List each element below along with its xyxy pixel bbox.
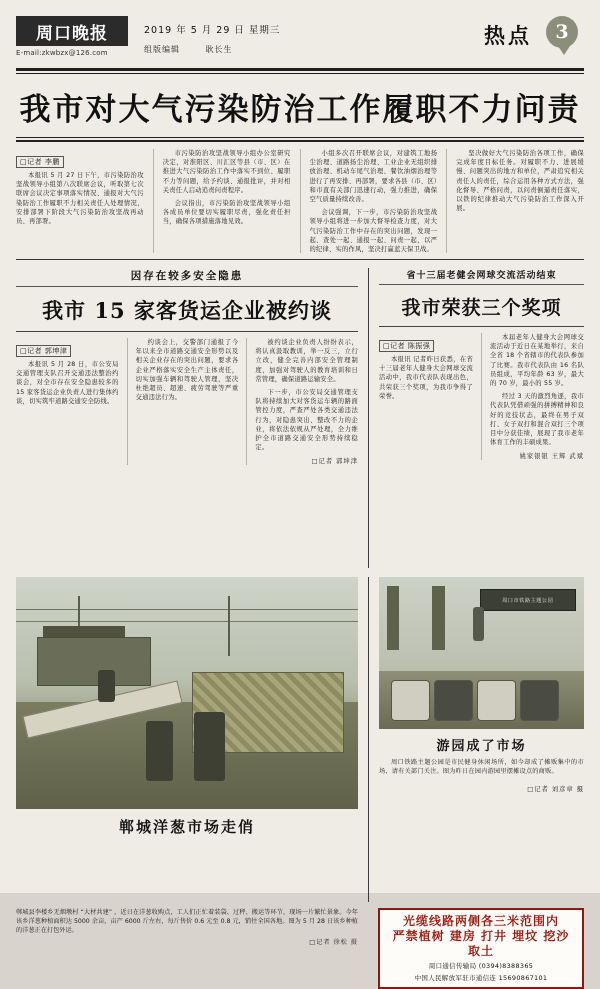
lead-paragraph: 会议指出，市污染防治攻坚战领导小组各成员单位要切实履职尽责，强化责任担当，确保各项措施落地见效。 [162,200,291,226]
photo-right-caption: 游园成了市场 [436,739,527,754]
story-left-text-3 [255,338,358,452]
story-paragraph: 本报讯 记者昨日获悉，在省十三届老年人健身大会网球交流活动中，我市代表队表现出色，共荣获三个奖项，为我市争得了荣誉。 [379,356,473,400]
story-decks [16,268,584,568]
column-separator [153,149,154,253]
story-left-text-1 [16,360,119,406]
photo-left-paragraph: 郸城县李楼乡无烟墩村 “大材共建” ，近日在洋葱收购点，工人们正忙着装袋、过秤、搬运等环节，现场一片繁忙景象。今年该乡洋葱种植面积达 5000 余亩，亩产 6000 斤左右，每斤售价 0.6 元至 0.8 元，销往全国各地。图为 5 月 28 日该乡种植的洋葱正在打包外运。 [16,909,358,934]
lead-headline: 我市对大气污染防治工作履职不力问责 [19,92,581,128]
story-left-column-2 [136,338,239,465]
masthead [16,14,584,66]
photo-worker-1 [146,721,173,781]
story-paragraph: 下一步，市公安局交通管理支队将持续加大对客货运车辆的路面管控力度，严查严处各类交通违法行为，对隐患突出、整改不力的企业，将依法依规从严处理，全力维护全市道路交通安全形势持续稳定。 [255,389,359,452]
story-paragraph: 经过 3 天的激烈角逐，我市代表队凭借顽强的拼搏精神和良好的竞技状态，最终在男子双打、女子双打和混合双打三个项目中分获佳绩，展现了我市老年体育工作的丰硕成果。 [490,393,584,447]
photo2-park-sign-text: 周口市铁路主题公园 [502,597,554,604]
section-title: 热点 [484,23,532,48]
credit-editor: 组版编辑 [144,45,180,54]
story-right-column-1 [379,333,473,460]
photo-right-paragraph: 周口铁路主题公园是市民健身休闲场所，如今却成了摊贩集中的市场，请有关部门关注。图为昨日在园内游园里摆摊设点的商贩。 [379,759,584,776]
story-left-text-2 [136,338,239,402]
lead-body [16,149,584,253]
story-right-text-1 [379,355,473,401]
lead-byline: □记者 李鹏 [16,156,64,168]
lead-rule-2 [16,140,584,142]
story-left-rule [16,331,358,332]
masthead-credits [144,44,255,55]
page-number-leaf-decor [558,46,570,55]
photo-pole-2 [228,596,230,656]
photo-wire-1 [16,609,358,610]
lead-column-3 [310,149,438,253]
photo2-tree-2 [432,586,444,650]
lead-rule-1 [16,137,584,138]
lead-column-4 [456,149,584,253]
story-left-column-3 [255,338,358,465]
photo2-stall-2 [434,680,473,722]
story-right-byline: □记者 陈振强 [379,340,434,352]
column-separator [300,149,301,253]
photo-worker-2 [194,712,225,782]
lead-paragraph: 会议强调，下一步，市污染防治攻坚战领导小组将进一步加大督导检查力度，对大气污染防治工作中存在的突出问题，发现一起、查处一起、通报一起、问责一起，以严的纪律、实的作风，坚决打赢蓝天保卫战。 [309,209,438,254]
photo2-stall-4 [520,680,559,722]
story-paragraph: 本届老年人健身大会网球交流活动于近日在某地举行，来自全省 18 个省辖市的代表队参加了比赛。我市代表队由 16 名队员组成，平均年龄 63 岁，最大的 70 岁，最小的 55 岁。 [490,334,584,388]
lead-paragraph: 小组多次召开联席会议，对建筑工地扬尘治理、道路扬尘治理、工业企业无组织排放治理、机动车尾气治理、餐饮油烟治理等进行了再安排、再部署，要求各县（市、区）和市直有关部门迅速行动，强力推进，确保空气质量持续改善。 [309,150,438,204]
story-left-body [16,338,358,465]
story-right-column-2 [490,333,584,460]
story-right-body [379,333,584,460]
masthead-email: E-mail:zkwbzx@126.com [16,49,108,57]
story-right-signature: 姚家银银 王辉 武斌 [519,453,584,461]
lead-bottom-rule [16,259,584,260]
photo-left-block [16,577,368,902]
column-separator [446,149,447,253]
photo2-park-sign [480,589,576,611]
photo-truck-bed [37,637,152,685]
ad-contact-2: 中国人民解放军驻市通信连 15690867101 [414,974,548,982]
story-right-headline: 我市荣获三个奖项 [401,297,562,319]
lead-text-3 [310,149,438,254]
photo-left-body [16,908,368,964]
advertisement-block [368,908,584,982]
photo2-stall-1 [391,680,430,722]
story-right [369,268,584,568]
photo-section [16,577,584,902]
photo-left-signature: □记者 徐松 摄 [309,939,358,946]
story-right-text-2 [490,333,584,447]
column-separator [246,338,247,465]
photo-onion-market [16,577,358,809]
newspaper-logo: 周口晚报 [16,16,128,46]
photo2-stall-3 [477,680,516,722]
lead-column-2 [163,149,291,253]
story-paragraph: 被约谈企业负责人纷纷表示，将认真汲取教训，举一反三，立行立改，健全完善内部安全管理制度，加强对驾驶人的教育培训和日常管理，确保道路运输安全。 [255,339,359,383]
lead-text-1 [16,171,144,226]
lead-paragraph: 市污染防治攻坚战领导小组办公室研究决定，对淮阳区、川汇区等县（市、区）在推进大气污染防治工作中落实不到位、履职不力等问题，给予约谈、通报批评，并对相关责任人启动追责问责程序。 [162,150,291,194]
photo-right-block [369,577,584,902]
photo2-person [473,607,483,640]
photo-right-signature: □记者 刘彦章 摄 [527,786,584,794]
story-left-kicker: 因存在较多安全隐患 [16,268,358,287]
masthead-rule-thick [16,68,584,71]
story-right-rule [379,326,584,327]
masthead-date: 2019 年 5 月 29 日 星期三 [144,25,281,36]
cable-safety-ad [378,908,584,989]
lead-paragraph: 本报讯 5 月 27 日下午，市污染防治攻坚战领导小组第八次联席会议，听取第七次联席会议决定事项落实情况、通报对大气污染防治工作履职不力相关责任人处理情况，安排部署下阶段大气污染防治攻坚战再动员、再部署。 [16,172,144,226]
photo-right-body [379,758,584,780]
column-separator [127,338,128,465]
ad-contact-1: 周口通信传输局 (0394)8388365 [428,962,534,970]
story-left [16,268,368,568]
page-number-badge: 3 [546,16,578,48]
lead-paragraph: 坚决做好大气污染防治各项工作，确保完成年度目标任务。对履职不力、进展缓慢、问题突出的地方和单位，严肃追究相关责任人的责任，综合运用各种方式方法，强化督导、严格问责，以问责倒逼责任落实，以铁的纪律推动大气污染防治工作深入开展。 [456,150,584,213]
story-left-headline: 我市 15 家客货运企业被约谈 [42,298,332,323]
story-left-column-1 [16,338,119,465]
column-separator [481,333,482,460]
lead-column-1 [16,149,144,253]
story-paragraph: 本报讯 5 月 28 日，市公安局交通管理支队召开交通违法整治约谈会，对全市存在安全隐患较多的 15 家客货运企业负责人进行集体约谈，切实筑牢道路交通安全防线。 [16,361,119,405]
ad-line-2: 严禁植树 建房 打井 埋坟 挖沙 取土 [392,929,570,958]
photo-wire-2 [16,621,358,622]
photo-park-market [379,577,584,729]
bottom-section [16,908,584,982]
photo-left-caption: 郸城洋葱市场走俏 [118,818,255,836]
credit-name: 耿长生 [205,45,233,54]
lead-text-2 [163,149,291,227]
photo-worker-3 [98,670,115,702]
story-right-kicker: 省十三届老健会网球交流活动结束 [379,268,584,285]
story-left-signature: □记者 郭坤津 [311,458,359,466]
story-left-byline: □记者 郭坤津 [16,345,71,357]
photo2-tree-1 [387,586,399,650]
lead-text-4 [456,149,584,213]
ad-line-1: 光缆线路两侧各三米范围内 [402,914,559,928]
story-paragraph: 约谈会上，交警部门通报了今年以来全市道路交通安全形势以及相关企业存在的突出问题，要求各企业严格落实安全生产主体责任，切实加强车辆和驾驶人管理，坚决杜绝超员、超速、疲劳驾驶等严重交通违法行为。 [135,339,239,402]
